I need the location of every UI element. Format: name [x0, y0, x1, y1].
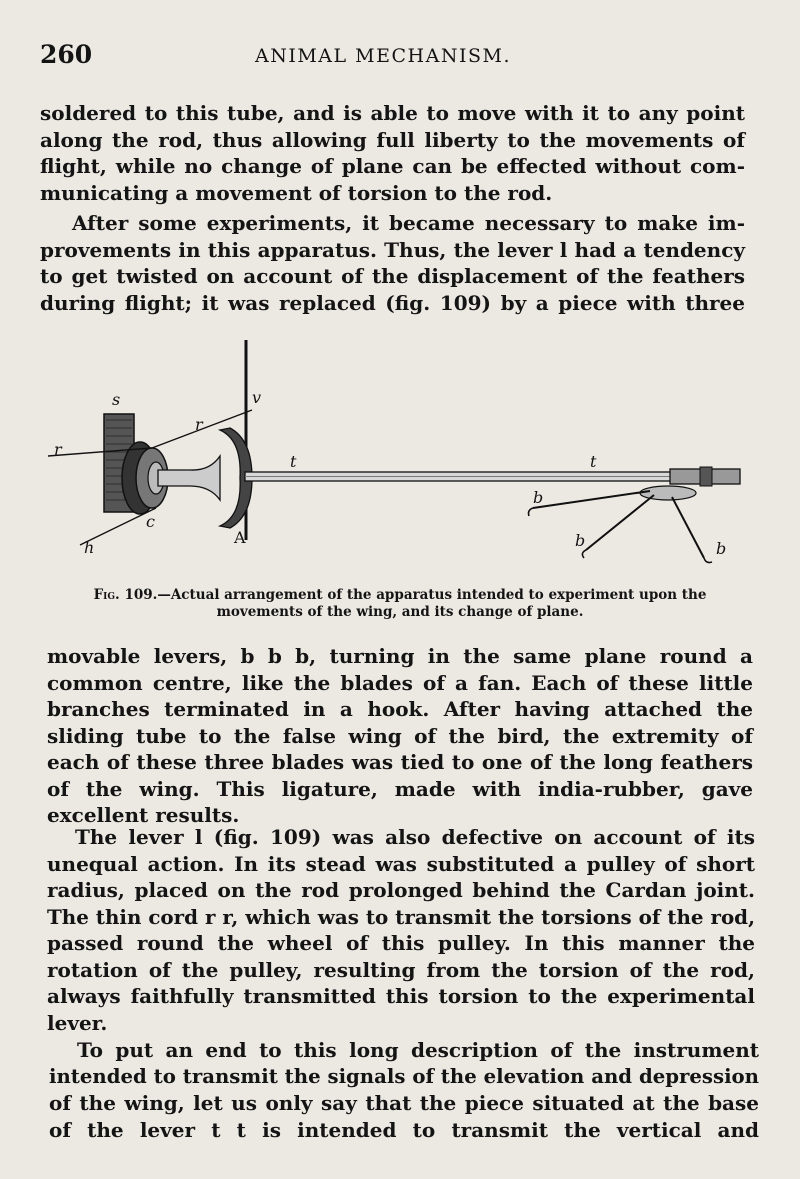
text-line: radius, placed on the rod prolonged behind the Cardan joint.	[47, 878, 755, 902]
text-line: sliding tube to the false wing of the bird, the extremity of	[47, 723, 753, 748]
text-line: of the lever t t is intended to transmit the vertical and	[49, 1117, 759, 1142]
figure-label-r: r	[195, 415, 203, 434]
apparatus-illustration	[40, 338, 770, 588]
figure-label-t: t	[590, 452, 597, 471]
figure-label-a: A	[234, 528, 246, 547]
text-line: provements in this apparatus. Thus, the lever l had a tendency	[40, 237, 745, 262]
page-header	[40, 40, 780, 74]
figure-label-v: v	[252, 388, 262, 407]
figure-label-t: t	[290, 452, 297, 471]
text-line: The lever l (fig. 109) was also defective on account of its	[75, 825, 755, 849]
text-line: common centre, like the blades of a fan. Each of these little	[47, 670, 753, 695]
text-line: lever.	[47, 1010, 108, 1035]
text-line: passed round the wheel of this pulley. In this manner the	[47, 931, 755, 955]
figure-caption	[75, 587, 725, 621]
text-line: municating a movement of torsion to the rod.	[40, 180, 553, 205]
figure-label-r: r	[54, 440, 62, 459]
text-line: during flight; it was replaced (fig. 109) by a piece with three	[40, 290, 745, 315]
text-line: each of these three blades was tied to one of the long feathers	[47, 750, 753, 774]
text-line: along the rod, thus allowing full liberty to the movements of	[40, 127, 745, 152]
text-line: unequal action. In its stead was substituted a pulley of short	[47, 851, 755, 876]
figure-label-c: c	[146, 512, 155, 531]
paragraph-5	[49, 1037, 759, 1143]
figure-label-h: h	[84, 538, 95, 557]
figure-label-b: b	[575, 531, 586, 550]
text-line: to get twisted on account of the displacement of the feathers	[40, 264, 745, 288]
figure-label-b: b	[716, 539, 727, 558]
text-line: rotation of the pulley, resulting from the torsion of the rod,	[47, 957, 755, 982]
page-number: 260	[40, 40, 93, 69]
text-line: flight, while no change of plane can be effected without com-	[40, 154, 745, 178]
text-line: excellent results.	[47, 803, 240, 827]
text-line: intended to transmit the signals of the elevation and depression	[49, 1064, 759, 1088]
text-line: branches terminated in a hook. After having attached the	[47, 697, 753, 721]
text-line: movable levers, b b b, turning in the same plane round a	[47, 644, 753, 668]
figure-109	[40, 338, 770, 588]
caption-label: Fig. 109.	[93, 587, 158, 603]
paragraph-2	[40, 210, 745, 316]
paragraph-1	[40, 100, 745, 206]
text-line: soldered to this tube, and is able to move with it to any point	[40, 101, 745, 125]
running-head: ANIMAL MECHANISM.	[255, 45, 511, 67]
caption-text: —Actual arrangement of the apparatus intended to experiment upon the movements of the wing, and its change of plane.	[157, 587, 707, 620]
figure-label-b: b	[533, 488, 544, 507]
figure-label-s: s	[112, 390, 121, 409]
paragraph-3	[47, 643, 753, 829]
text-line: After some experiments, it became necessary to make im-	[72, 211, 745, 235]
text-line: of the wing. This ligature, made with india-rubber, gave	[47, 776, 753, 801]
paragraph-4	[47, 824, 755, 1036]
text-line: The thin cord r r, which was to transmit the torsions of the rod,	[47, 904, 755, 929]
text-line: of the wing, let us only say that the piece situated at the base	[49, 1091, 759, 1115]
text-line: To put an end to this long description of the instrument	[77, 1038, 759, 1062]
text-line: always faithfully transmitted this torsion to the experimental	[47, 984, 755, 1008]
